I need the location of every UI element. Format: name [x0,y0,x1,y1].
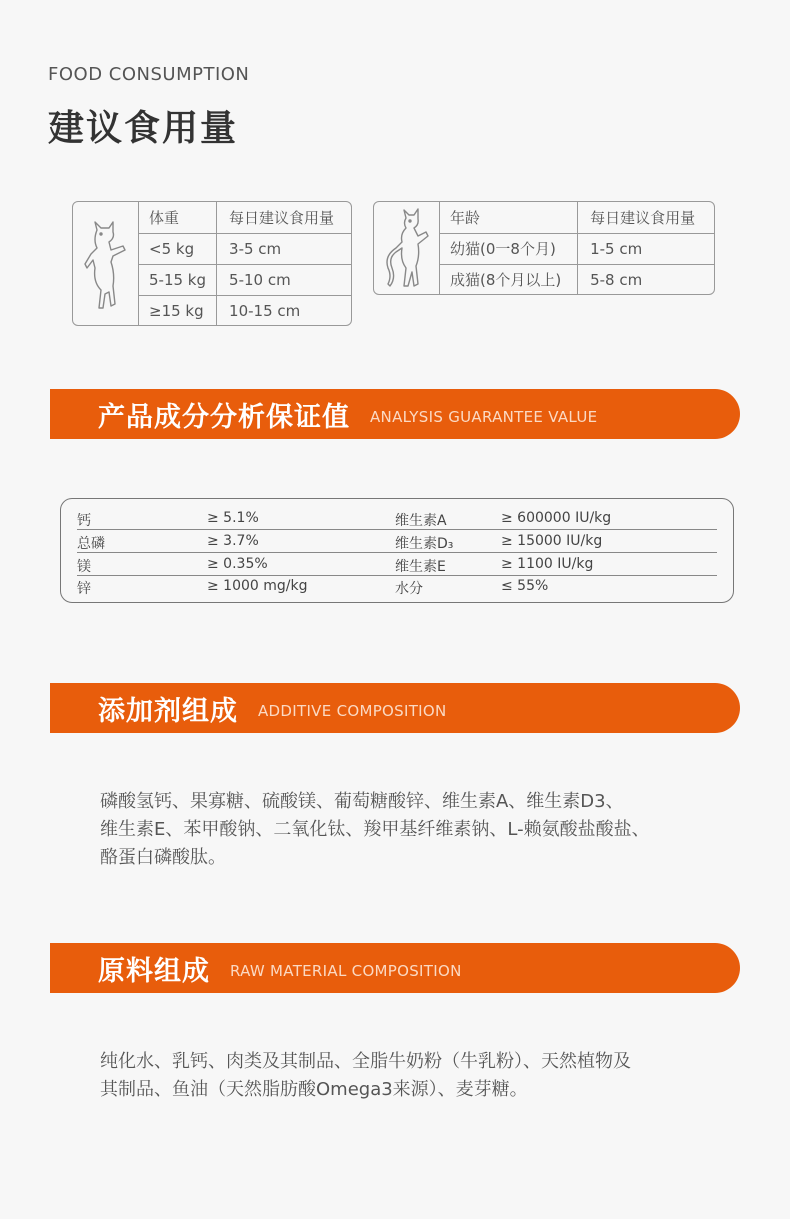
cat-amount-cell: 1-5 cm [578,233,714,264]
dog-weight-cell: <5 kg [139,233,217,264]
cat-age-cell: 幼猫(0一8个月) [440,233,578,264]
nutrient-value: ≥ 15000 IU/kg [501,533,603,549]
nutrient-name: 总磷 [77,536,105,552]
raw-title-cn: 原料组成 [98,955,210,987]
analysis-row [77,553,717,575]
analysis-row [77,530,717,552]
nutrient-value: ≥ 0.35% [207,556,268,572]
additive-line: 酪蛋白磷酸肽。 [100,847,226,868]
dog-weight-cell: ≥15 kg [139,295,217,326]
nutrient-value: ≤ 55% [501,578,549,594]
nutrient-name: 锌 [77,581,91,597]
raw-line: 纯化水、乳钙、肉类及其制品、全脂牛奶粉（牛乳粉）、天然植物及 [100,1051,631,1072]
raw-title-en: RAW MATERIAL COMPOSITION [230,962,462,980]
additive-line: 维生素E、苯甲酸钠、二氧化钛、羧甲基纤维素钠、L-赖氨酸盐酸盐、 [100,819,650,840]
additive-line: 磷酸氢钙、果寡糖、硫酸镁、葡萄糖酸锌、维生素A、维生素D3、 [100,791,624,812]
nutrient-name: 钙 [77,513,91,529]
cat-header-amount: 每日建议食用量 [578,202,714,233]
section-subtitle-en: FOOD CONSUMPTION [48,64,250,85]
dog-icon [73,202,139,325]
cat-icon [374,202,440,294]
nutrient-name: 镁 [77,559,91,575]
raw-material-text [100,1048,720,1104]
cat-feeding-table [373,201,715,295]
raw-line: 其制品、鱼油（天然脂肪酸Omega3来源）、麦芽糖。 [100,1079,528,1100]
page-title: 建议食用量 [48,108,239,149]
additive-title-cn: 添加剂组成 [98,695,238,727]
nutrient-name: 维生素E [395,559,446,575]
analysis-title-cn: 产品成分分析保证值 [98,401,350,433]
cat-age-cell: 成猫(8个月以上) [440,264,578,295]
nutrient-value: ≥ 3.7% [207,533,259,549]
analysis-row [77,507,717,529]
dog-amount-cell: 3-5 cm [217,233,351,264]
nutrient-value: ≥ 5.1% [207,510,259,526]
analysis-title-en: ANALYSIS GUARANTEE VALUE [370,408,598,426]
dog-amount-cell: 10-15 cm [229,301,301,320]
dog-amount-cell: 5-10 cm [217,264,351,295]
nutrient-name: 维生素A [395,513,447,529]
nutrient-value: ≥ 1100 IU/kg [501,556,594,572]
additive-text [100,788,720,872]
raw-material-banner [50,943,740,993]
nutrient-value: ≥ 600000 IU/kg [501,510,612,526]
nutrient-value: ≥ 1000 mg/kg [207,578,308,594]
dog-header-weight: 体重 [139,202,217,233]
dog-weight-cell: 5-15 kg [139,264,217,295]
analysis-banner [50,389,740,439]
cat-header-age: 年龄 [440,202,578,233]
nutrient-name: 维生素D₃ [395,536,454,552]
dog-header-amount: 每日建议食用量 [217,202,351,233]
dog-feeding-table [72,201,352,326]
additive-title-en: ADDITIVE COMPOSITION [258,702,447,720]
additive-banner [50,683,740,733]
cat-amount-cell: 5-8 cm [590,270,643,289]
analysis-table [60,498,734,603]
nutrient-name: 水分 [395,581,423,597]
analysis-row [77,575,717,597]
